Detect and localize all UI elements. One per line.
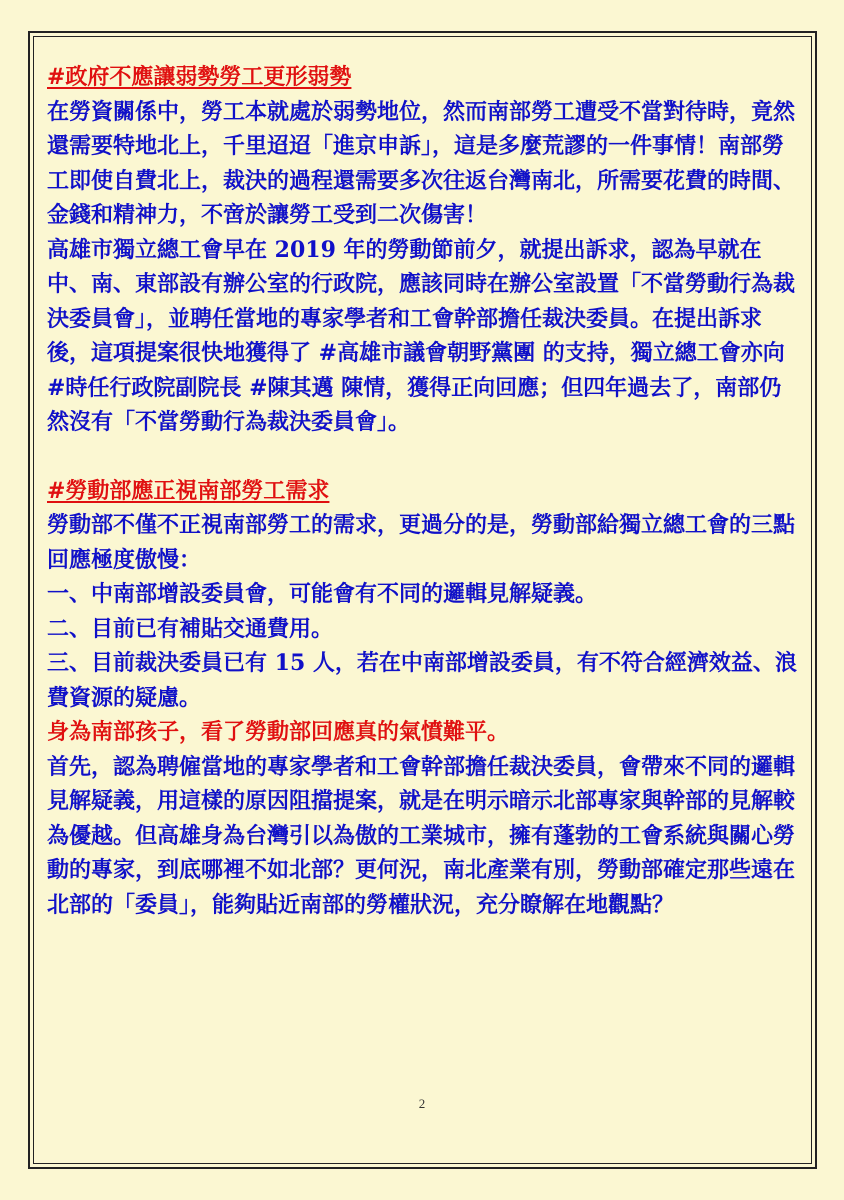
list-item: 二、目前已有補貼交通費用。 [47,615,334,642]
paragraph: 勞動部不僅不正視南部勞工的需求，更過分的是，勞動部給獨立總工會的三點回應極度傲慢： [47,512,796,573]
section-spacer [47,440,799,474]
article-body [47,60,799,922]
paragraph: 在勞資關係中，勞工本就處於弱勢地位，然而南部勞工遭受不當對待時，竟然還需要特地北上，千里迢迢「進京申訴」，這是多麼荒謬的一件事情！南部勞工即使自費北上，裁決的過程還需要多次往返台灣南北，所需要花費的時間、金錢和精神力，不啻於讓勞工受到二次傷害！ [47,98,796,228]
section-heading-1: #政府不應讓弱勢勞工更形弱勢 [47,64,352,90]
list-item: 一、中南部增設委員會，可能會有不同的邏輯見解疑義。 [47,581,598,607]
emphasis-line: 身為南部孩子，看了勞動部回應真的氣憤難平。 [47,719,510,745]
page-number: 2 [418,1096,426,1111]
list-item: 三、目前裁決委員已有 15 人，若在中南部增設委員，有不符合經濟效益、浪費資源的疑慮。 [47,650,797,711]
section-heading-2: #勞動部應正視南部勞工需求 [47,477,330,504]
paragraph: 首先，認為聘僱當地的專家學者和工會幹部擔任裁決委員，會帶來不同的邏輯見解疑義，用這樣的原因阻擋提案，就是在明示暗示北部專家與幹部的見解較為優越。但高雄身為台灣引以為傲的工業城市，擁有蓬勃的工會系統與關心勞動的專家，到底哪裡不如北部？更何況，南北產業有別，勞動部確定那些遠在北部的「委員」，能夠貼近南部的勞權狀況，充分瞭解在地觀點？ [47,753,796,918]
paragraph: 高雄市獨立總工會早在 2019 年的勞動節前夕，就提出訴求，認為早就在中、南、東部設有辦公室的行政院，應該同時在辦公室設置「不當勞動行為裁決委員會」，並聘任當地的專家學者和工會幹部擔任裁決委員。在提出訴求後，這項提案很快地獲得了 #高雄市議會朝野黨團 的支持，獨立總工會亦向 #時任行政院副院長 #陳其邁 陳情，獲得正向回應；但四年過去了，南部仍然沒有「不當勞動行為裁決委員會」。 [47,236,796,435]
